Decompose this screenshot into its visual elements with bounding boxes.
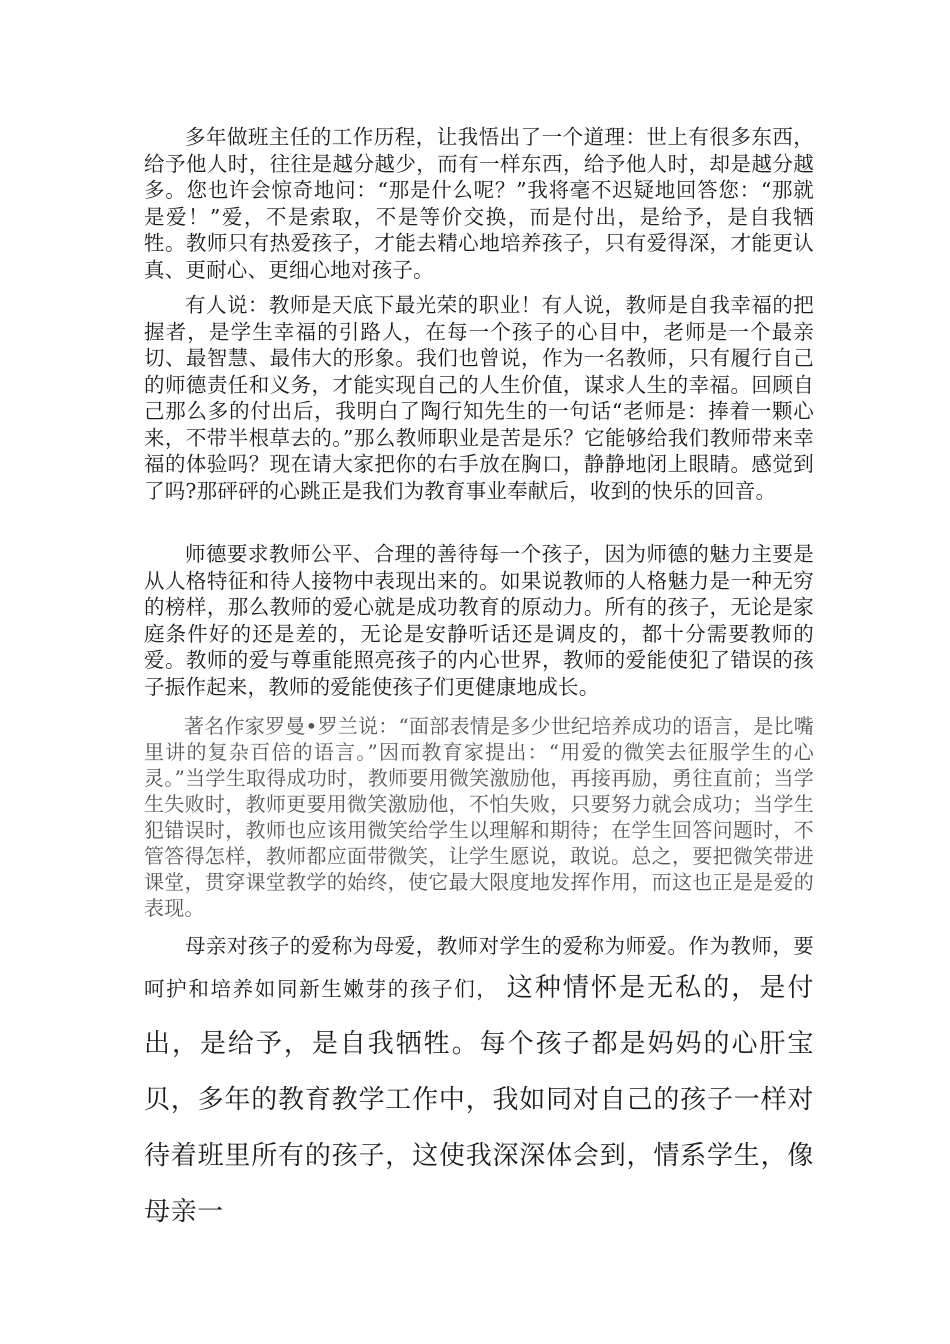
paragraph-5 bbox=[144, 932, 814, 1240]
paragraph-5-large-text: 这种情怀是无私的，是付出，是给予，是自我牺牲。每个孩子都是妈妈的心肝宝贝，多年的教育教学工作中，我如同对自己的孩子一样对待着班里所有的孩子，这使我深深体会到，情系学生，像母亲一 bbox=[144, 973, 814, 1227]
paragraph-4-quote: 著名作家罗曼•罗兰说：“面部表情是多少世纪培养成功的语言，是比嘴里讲的复杂百倍的语言。”因而教育家提出：“用爱的微笑去征服学生的心灵。”当学生取得成功时，教师要用微笑激励他，再接再励，勇往直前；当学生失败时，教师更要用微笑激励他，不怕失败，只要努力就会成功；当学生犯错误时，教师也应该用微笑给学生以理解和期待；在学生回答问题时，不管答得怎样，教师都应面带微笑，让学生愿说，敢说。总之，要把微笑带进课堂，贯穿课堂教学的始终，使它最大限度地发挥作用，而这也正是是爱的表现。 bbox=[144, 714, 814, 920]
paragraph-1: 多年做班主任的工作历程，让我悟出了一个道理：世上有很多东西，给予他人时，往往是越分越少，而有一样东西，给予他人时，却是越分越多。您也许会惊奇地问：“那是什么呢？”我将毫不迟疑地回答您：“那就是爱！”爱，不是索取，不是等价交换，而是付出，是给予，是自我牺牲。教师只有热爱孩子，才能去精心地培养孩子，只有爱得深，才能更认真、更耐心、更细心地对孩子。 bbox=[144, 125, 814, 282]
paragraph-5-normal-text: 母亲对孩子的爱称为母爱，教师对学生的爱称为师爱。作为教师，要呵护和培养如同新生嫩芽的孩子们， bbox=[144, 934, 814, 1001]
paragraph-3: 师德要求教师公平、合理的善待每一个孩子，因为师德的魅力主要是从人格特征和待人接物中表现出来的。如果说教师的人格魅力是一种无穷的榜样，那么教师的爱心就是成功教育的原动力。所有的孩子，无论是家庭条件好的还是差的，无论是安静听话还是调皮的，都十分需要教师的爱。教师的爱与尊重能照亮孩子的内心世界，教师的爱能使犯了错误的孩子振作起来，教师的爱能使孩子们更健康地成长。 bbox=[144, 542, 814, 699]
paragraph-2: 有人说：教师是天底下最光荣的职业！有人说，教师是自我幸福的把握者，是学生幸福的引路人，在每一个孩子的心目中，老师是一个最亲切、最智慧、最伟大的形象。我们也曾说，作为一名教师，只有履行自己的师德责任和义务，才能实现自己的人生价值，谋求人生的幸福。回顾自己那么多的付出后，我明白了陶行知先生的一句话“老师是：捧着一颗心来，不带半根草去的。”那么教师职业是苦是乐？它能够给我们教师带来幸福的体验吗？现在请大家把你的右手放在胸口，静静地闭上眼睛。感觉到了吗?那砰砰的心跳正是我们为教育事业奉献后，收到的快乐的回音。 bbox=[144, 293, 814, 503]
